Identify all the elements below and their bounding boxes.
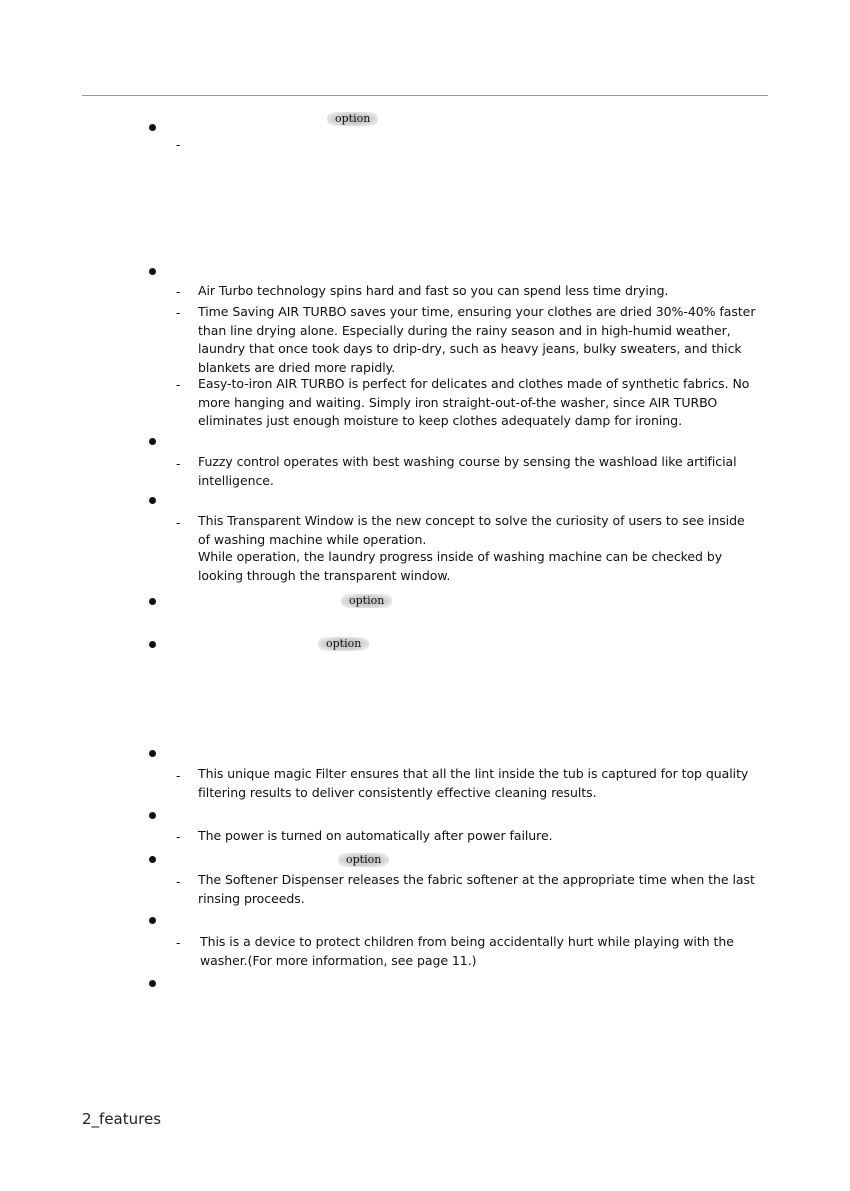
filter-item-1: This unique magic Filter ensures that all the lint inside the tub is captured for top quality filtering results to deliver consistently effective cleaning results.: [198, 766, 749, 800]
page-footer: 2_features: [82, 1110, 162, 1128]
window-item-2: While operation, the laundry progress inside of washing machine can be checked by looking through the transparent window.: [198, 549, 723, 583]
dash: -: [176, 377, 181, 392]
option-badge: option: [327, 112, 378, 126]
bullet: [149, 438, 156, 445]
dash: -: [176, 935, 181, 950]
bullet: [149, 856, 156, 863]
header-rule: [82, 95, 768, 96]
air-turbo-item-3: Easy-to-iron AIR TURBO is perfect for delicates and clothes made of synthetic fabrics. No more hanging and waiting. Simply iron straight-out-of-the washer, since AIR TURBO eliminates just enough moisture to keep clothes adequately damp for ironing.: [198, 376, 750, 428]
bullet: [149, 268, 156, 275]
dash: -: [176, 874, 181, 889]
bullet: [149, 980, 156, 987]
bullet: [149, 497, 156, 504]
softener-item-1: The Softener Dispenser releases the fabric softener at the appropriate time when the last rinsing proceeds.: [198, 872, 755, 906]
bullet: [149, 598, 156, 605]
option-badge: option: [338, 853, 389, 867]
window-item-1: This Transparent Window is the new concept to solve the curiosity of users to see inside of washing machine while operation.: [198, 513, 745, 547]
air-turbo-item-2: Time Saving AIR TURBO saves your time, ensuring your clothes are dried 30%-40% faster than line drying alone. Especially during the rainy season and in high-humid weather, laundry that once took days to drip-dry, such as heavy jeans, bulky sweaters, and thick blankets are dried more rapidly.: [198, 304, 756, 375]
bullet: [149, 917, 156, 924]
dash: -: [176, 768, 181, 783]
dash: -: [176, 515, 181, 530]
dash: -: [176, 456, 181, 471]
option-badge: option: [341, 594, 392, 608]
child-lock-item-1: This is a device to protect children from being accidentally hurt while playing with the washer.(For more information, see page 11.): [200, 934, 734, 968]
dash: -: [176, 284, 181, 299]
auto-restart-item-1: The power is turned on automatically after power failure.: [198, 828, 553, 843]
air-turbo-item-1: Air Turbo technology spins hard and fast so you can spend less time drying.: [198, 283, 669, 298]
bullet: [149, 750, 156, 757]
bullet: [149, 641, 156, 648]
fuzzy-item-1: Fuzzy control operates with best washing course by sensing the washload like artificial intelligence.: [198, 454, 737, 488]
dash: -: [176, 137, 181, 152]
bullet: [149, 812, 156, 819]
option-badge: option: [318, 637, 369, 651]
dash: -: [176, 829, 181, 844]
dash: -: [176, 305, 181, 320]
bullet: [149, 124, 156, 131]
